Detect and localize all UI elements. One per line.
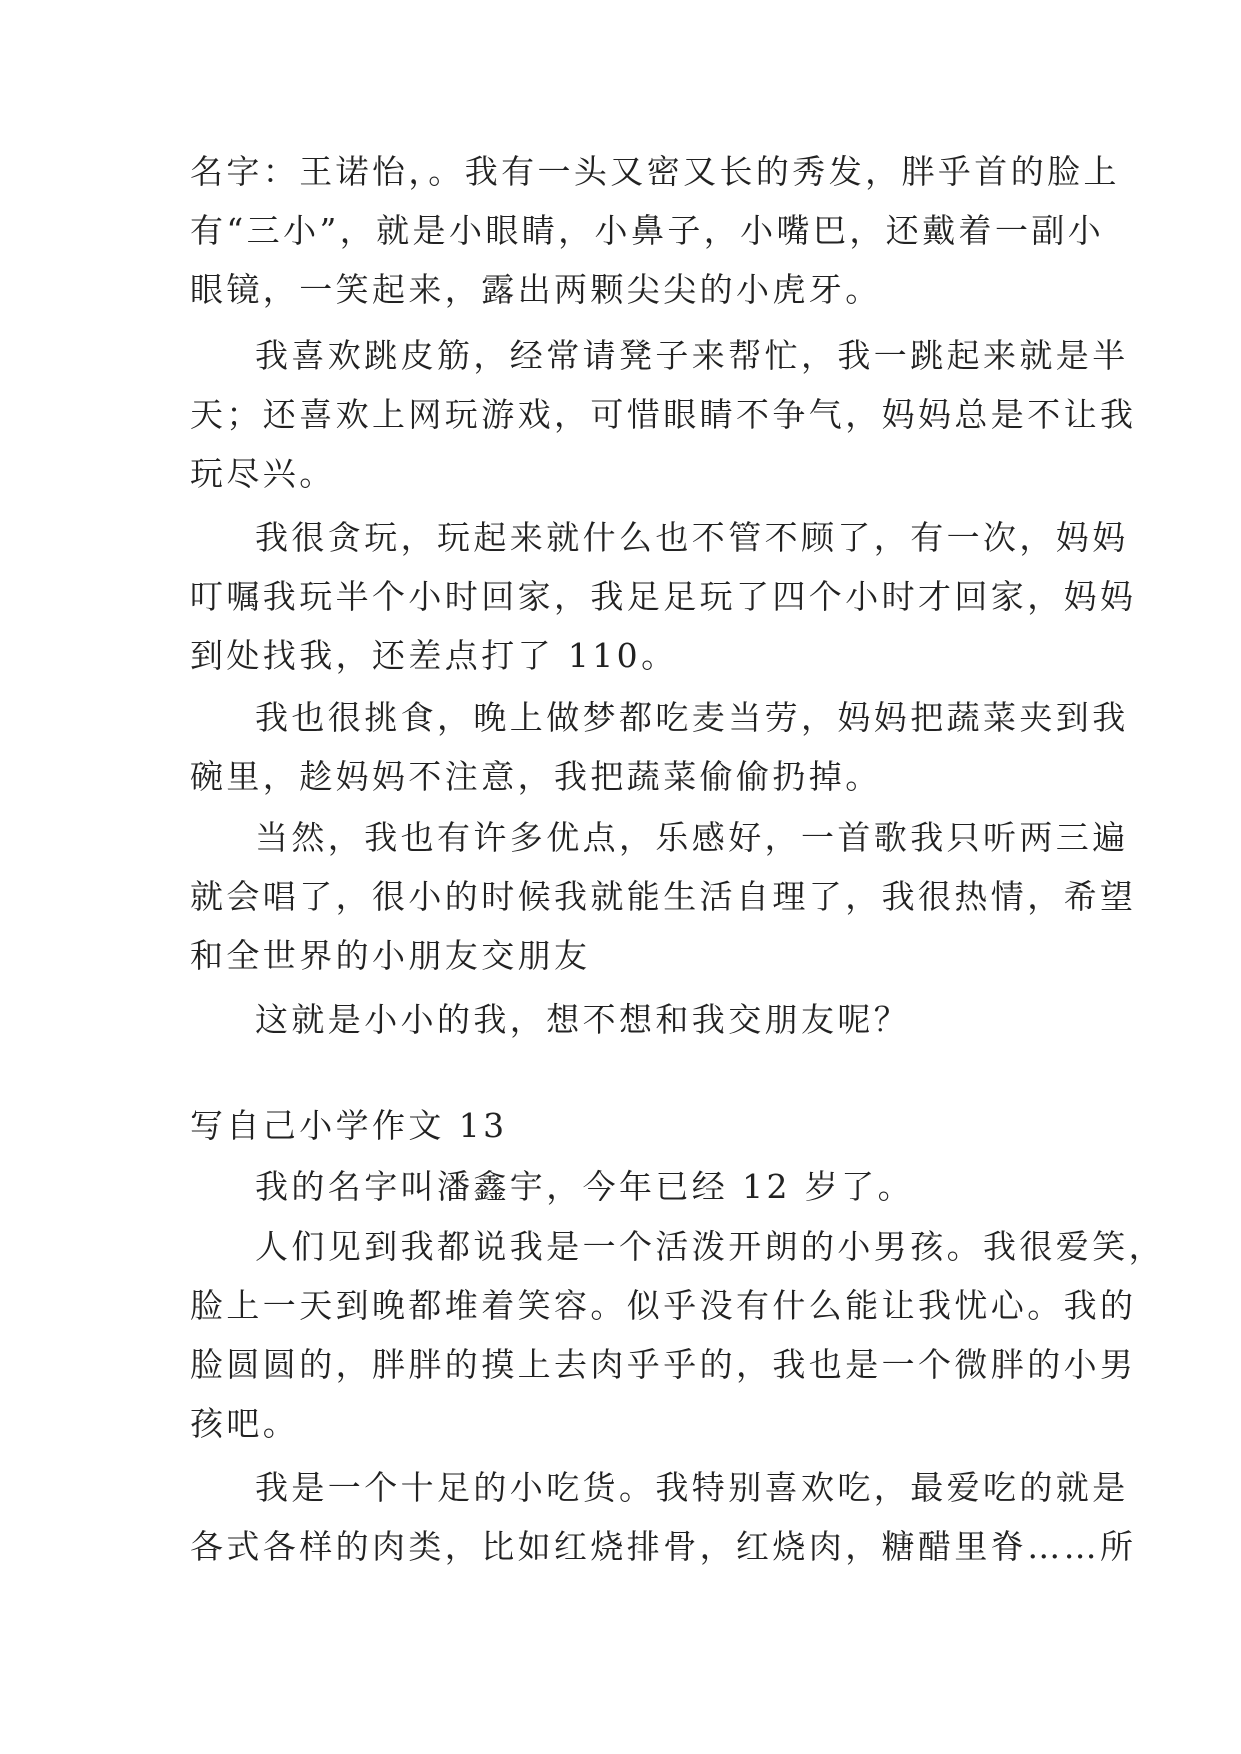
text-line-17: 我的名字叫潘鑫宇，今年已经 12 岁了。 [255, 1167, 914, 1206]
text-line-22: 我是一个十足的小吃货。我特别喜欢吃，最爱吃的就是 [255, 1468, 1129, 1507]
text-line-13: 就会唱了，很小的时候我就能生活自理了，我很热情，希望 [190, 877, 1137, 916]
section-title: 写自己小学作文 13 [190, 1106, 508, 1145]
text-line-15: 这就是小小的我，想不想和我交朋友呢？ [255, 1000, 911, 1039]
text-line-4: 我喜欢跳皮筋，经常请凳子来帮忙，我一跳起来就是半 [255, 336, 1129, 375]
text-line-21: 孩吧。 [190, 1404, 300, 1443]
text-line-8: 叮嘱我玩半个小时回家，我足足玩了四个小时才回家，妈妈 [190, 577, 1137, 616]
text-line-6: 玩尽兴。 [190, 454, 336, 493]
text-line-5: 天；还喜欢上网玩游戏，可惜眼睛不争气，妈妈总是不让我 [190, 395, 1137, 434]
text-line-18: 人们见到我都说我是一个活泼开朗的小男孩。我很爱笑， [255, 1227, 1165, 1266]
text-line-7: 我很贪玩，玩起来就什么也不管不顾了，有一次，妈妈 [255, 518, 1129, 557]
text-line-20: 脸圆圆的，胖胖的摸上去肉乎乎的，我也是一个微胖的小男 [190, 1345, 1137, 1384]
text-line-3: 眼镜，一笑起来，露出两颗尖尖的小虎牙。 [190, 270, 882, 309]
text-line-2: 有“三小”，就是小眼睛，小鼻子，小嘴巴，还戴着一副小 [190, 211, 1105, 250]
text-line-14: 和全世界的小朋友交朋友 [190, 936, 591, 975]
text-line-23: 各式各样的肉类，比如红烧排骨，红烧肉，糖醋里脊……所 [190, 1527, 1137, 1566]
text-line-1: 名字：王诺怡，。我有一头又密又长的秀发，胖乎首的脸上 [190, 152, 1120, 191]
text-line-11: 碗里，趁妈妈不注意，我把蔬菜偷偷扔掉。 [190, 757, 882, 796]
text-line-12: 当然，我也有许多优点，乐感好，一首歌我只听两三遍 [255, 818, 1129, 857]
text-line-19: 脸上一天到晚都堆着笑容。似乎没有什么能让我忧心。我的 [190, 1286, 1137, 1325]
text-line-9: 到处找我，还差点打了 110。 [190, 636, 678, 675]
text-line-10: 我也很挑食，晚上做梦都吃麦当劳，妈妈把蔬菜夹到我 [255, 698, 1129, 737]
